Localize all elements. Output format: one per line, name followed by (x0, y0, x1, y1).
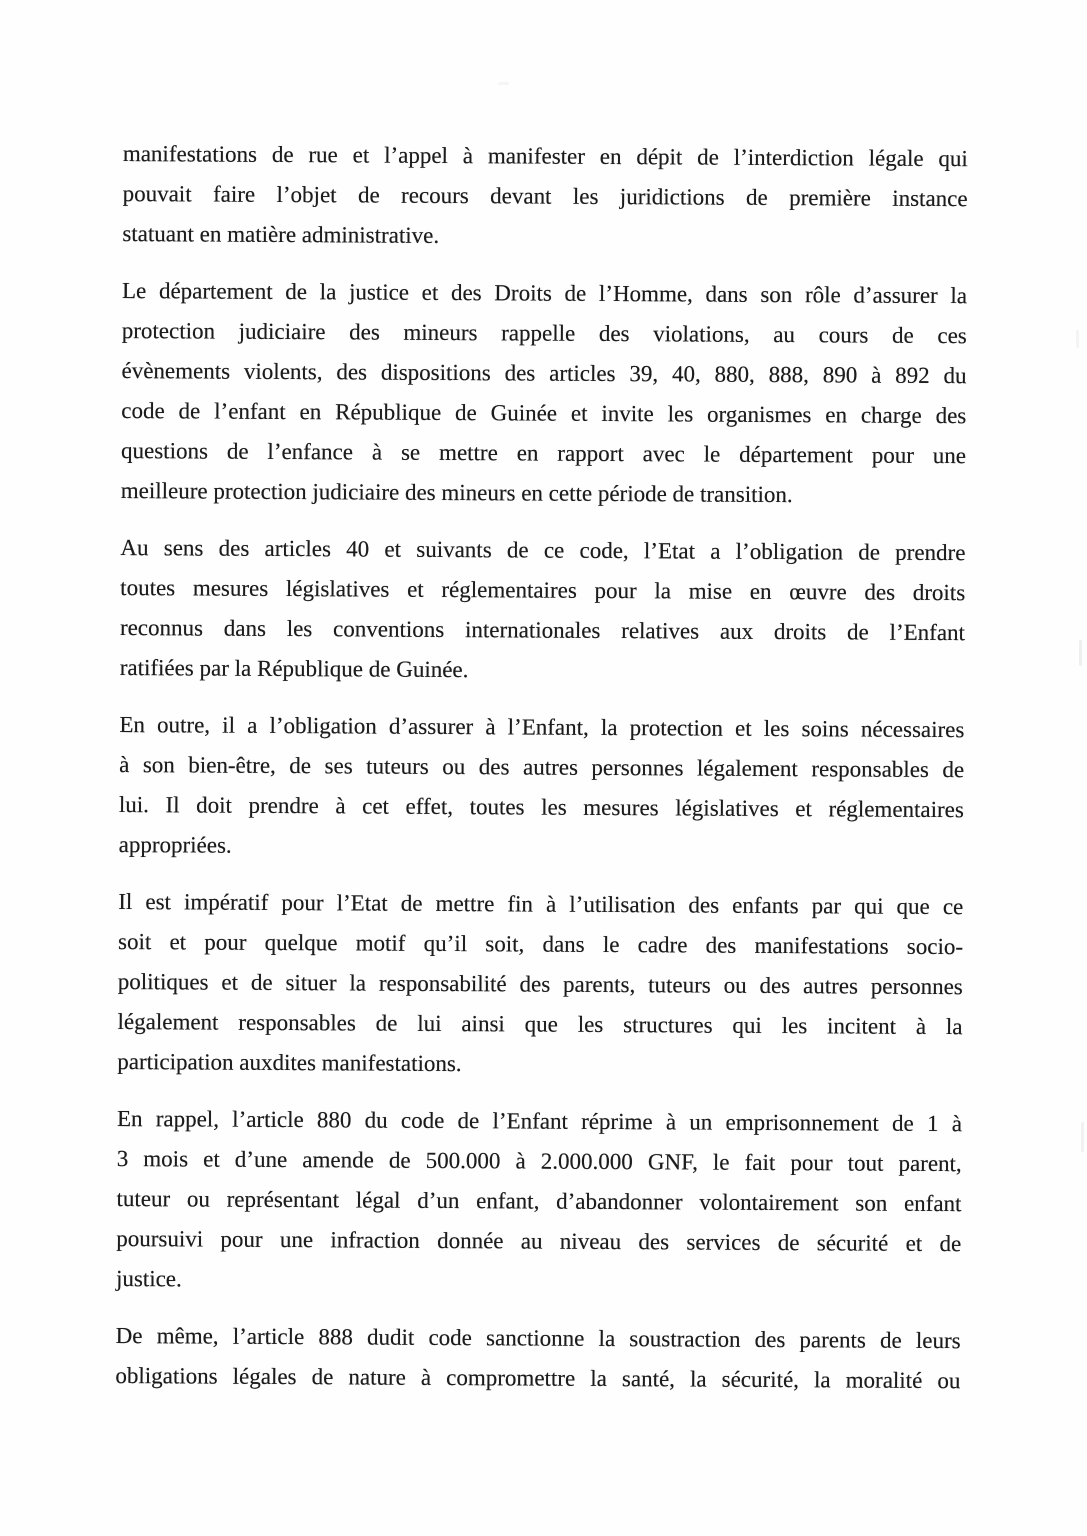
paragraph (121, 271, 967, 516)
scan-artifact (1079, 640, 1082, 666)
text-line: En outre, il a l’obligation d’assurer à l’Enfant, la protection et les soins nécessaires (119, 711, 965, 743)
text-line: manifestations de rue et l’appel à manifester en dépit de l’interdiction légale qui (122, 140, 968, 172)
text-line: protection judiciaire des mineurs rappelle des violations, au cours de ces (121, 317, 967, 349)
scan-artifact (1076, 330, 1079, 348)
text-line: questions de l’enfance à se mettre en rapport avec le département pour une (120, 437, 967, 469)
text-line: évènements violents, des dispositions des articles 39, 40, 880, 888, 890 à 892 du (121, 357, 967, 389)
paragraph (115, 1316, 960, 1401)
text-line: Il est impératif pour l’Etat de mettre fin à l’utilisation des enfants par qui que ce (118, 888, 964, 920)
text-line: politiques et de situer la responsabilité des parents, tuteurs ou des autres personnes (117, 968, 963, 1000)
text-line: 3 mois et d’une amende de 500.000 à 2.000.000 GNF, le fait pour tout parent, (116, 1145, 962, 1177)
text-line: obligations légales de nature à compromettre la santé, la sécurité, la moralité ou (115, 1362, 961, 1394)
text-line: code de l’enfant en République de Guinée et invite les organismes en charge des (121, 397, 967, 429)
paragraph (119, 705, 965, 870)
text-line: appropriées. (118, 831, 232, 858)
text-line: participation auxdites manifestations. (117, 1048, 462, 1077)
paragraph (122, 134, 968, 259)
scan-artifact (498, 82, 509, 85)
document-text (115, 134, 968, 1418)
text-line: légalement responsables de lui ainsi que les structures qui les incitent à la (117, 1008, 963, 1040)
paragraph (116, 1099, 962, 1304)
paragraph (120, 528, 966, 693)
text-line: Au sens des articles 40 et suivants de ce code, l’Etat a l’obligation de prendre (120, 534, 966, 566)
text-line: reconnus dans les conventions internationales relatives aux droits de l’Enfant (119, 614, 966, 646)
text-line: De même, l’article 888 dudit code sanctionne la soustraction des parents de leurs (115, 1322, 961, 1354)
text-line: toutes mesures législatives et réglementaires pour la mise en œuvre des droits (120, 574, 966, 606)
text-line: pouvait faire l’objet de recours devant les juridictions de première instance (122, 180, 968, 212)
text-line: En rappel, l’article 880 du code de l’Enfant réprime à un emprisonnement de 1 à (116, 1105, 963, 1137)
text-line: justice. (115, 1265, 182, 1292)
text-line: ratifiées par la République de Guinée. (119, 654, 469, 683)
text-line: Le département de la justice et des Droits de l’Homme, dans son rôle d’assurer la (121, 277, 968, 309)
text-line: meilleure protection judiciaire des mineurs en cette période de transition. (120, 477, 793, 508)
paragraph (117, 882, 963, 1087)
text-line: soit et pour quelque motif qu’il soit, dans le cadre des manifestations socio- (117, 928, 964, 960)
text-line: à son bien-être, de ses tuteurs ou des autres personnes légalement responsables de (119, 751, 965, 783)
text-line: statuant en matière administrative. (122, 220, 440, 248)
text-line: poursuivi pour une infraction donnée au niveau des services de sécurité et de (116, 1225, 962, 1257)
text-line: lui. Il doit prendre à cet effet, toutes les mesures législatives et réglementaires (118, 791, 964, 823)
text-line: tuteur ou représentant légal d’un enfant, d’abandonner volontairement son enfant (116, 1185, 962, 1217)
scan-artifact (1081, 1122, 1084, 1152)
